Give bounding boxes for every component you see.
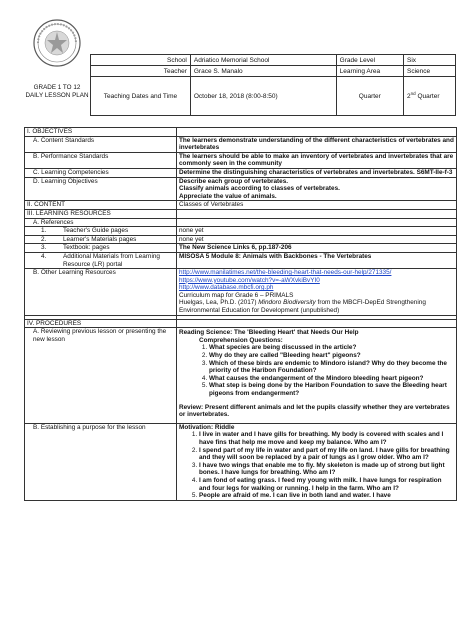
review-cell [177, 328, 457, 424]
teacher-label: Teacher [91, 66, 191, 77]
question-text: Which of these birds are endemic to Mindoro island? Why do they become the priority of the Haribon Foundation? [209, 359, 447, 375]
procedures-heading: IV. PROCEDURES [25, 319, 177, 328]
objective-line: Describe each group of vertebrates. [179, 177, 289, 185]
objectives-heading-blank [177, 128, 457, 137]
reading-title: Reading Science: The 'Bleeding Heart' that Needs Our Help [179, 329, 359, 337]
additional-materials-number: 4. [41, 252, 47, 260]
riddle-text: I live in water and I have gills for breathing. My body is covered with scales and I have fins that help me move and keep my balance. Who am I? [199, 431, 444, 446]
additional-materials-value: MISOSA 5 Module 8: Animals with Backbones - The Vertebrates [179, 252, 372, 260]
motivation-heading: Motivation: Riddle [179, 423, 235, 431]
riddle-item [199, 477, 454, 492]
dates-value: October 18, 2018 (8:00-8:50) [190, 77, 336, 116]
riddle-text: I am fond of eating grass. I feed my young with milk. I have lungs for respiration and four legs for walking or running. I help in the farm. Who am I? [199, 476, 442, 492]
review-instruction: Review: Present different animals and let the pupils classify whether they are vertebrates or invertebrates. [179, 403, 450, 419]
additional-materials-text: Additional Materials from Learning Resource (LR) portal [63, 252, 160, 268]
riddle-list [179, 431, 454, 499]
grade-level-value: Six [404, 55, 456, 66]
textbook-text: Textbook: pages [63, 244, 110, 252]
quarter-value [404, 77, 456, 116]
teachers-guide-text: Teacher's Guide pages [63, 227, 129, 235]
learning-area-label: Learning Area [336, 66, 403, 77]
learners-materials-value: none yet [177, 235, 457, 244]
quarter-label: Quarter [336, 77, 403, 116]
review-gap-bottom [179, 419, 454, 423]
review-label: A. Reviewing previous lesson or presenting the new lesson [25, 328, 177, 424]
learning-objectives-cell [177, 177, 457, 201]
question-text: Why do they are called "Bleeding heart" pigeons? [209, 352, 361, 360]
question-text: What step is being done by the Haribon Foundation to save the Bleeding heart pigeons from endangerment? [209, 382, 447, 397]
content-standards-value: The learners demonstrate understanding of the different characteristics of vertebrates and invertebrates [179, 136, 454, 152]
teachers-guide-value: none yet [177, 227, 457, 236]
citation-author: Huelgas, Lea, Ph.D. (2017) [179, 299, 259, 307]
question-text: What causes the endangerment of the Mindoro bleeding heart pigeon? [209, 374, 424, 382]
textbook-cell [177, 244, 457, 253]
header-table [90, 54, 456, 116]
teachers-guide-number: 1. [41, 227, 47, 235]
dates-label: Teaching Dates and Time [91, 77, 191, 116]
citation-source: from the MBCFI-DepEd Strengthening Environmental Education for Development (unpublished) [179, 299, 426, 315]
learners-materials-number: 2. [41, 235, 47, 243]
resource-link[interactable]: https://www.youtube.com/watch?v=-aWXvkiBvYI0 [179, 276, 320, 284]
riddle-text: People are afraid of me. I can live in both land and water. I have [199, 492, 391, 500]
objectives-heading: I. OBJECTIVES [25, 128, 177, 137]
objective-line: Appreciate the value of animals. [179, 192, 277, 200]
purpose-label: B. Establishing a purpose for the lesson [25, 423, 177, 500]
question-item [209, 344, 454, 352]
content-value: Classes of Vertebrates [177, 201, 457, 210]
grade-level-label: Grade Level [336, 55, 403, 66]
resource-link[interactable]: http://www.database.mbcfi.org.ph [179, 284, 274, 292]
purpose-cell [177, 423, 457, 500]
additional-materials-cell [177, 252, 457, 268]
question-text: What species are being discussed in the article? [209, 344, 357, 352]
content-standards-cell [177, 136, 457, 152]
deped-seal-icon [32, 18, 82, 68]
learners-materials-label [25, 235, 177, 244]
other-resources-cell [177, 269, 457, 316]
performance-standards-label: B. Performance Standards [25, 152, 177, 168]
other-resources-label: B. Other Learning Resources [25, 269, 177, 316]
riddle-item [199, 462, 454, 477]
references-blank [177, 218, 457, 227]
quarter-suffix: nd [410, 91, 416, 97]
references-label: A. References [25, 218, 177, 227]
learning-resources-heading-blank [177, 209, 457, 218]
textbook-label [25, 244, 177, 253]
teachers-guide-label [25, 227, 177, 236]
performance-standards-value: The learners should be able to make an inventory of vertebrates and invertebrates that are commonly seen in the community [179, 152, 454, 168]
school-value: Adriatico Memorial School [190, 55, 336, 66]
learning-resources-heading: III. LEARNING RESOURCES [25, 209, 177, 218]
objective-line: Classify animals according to classes of vertebrates. [179, 185, 340, 193]
logo-cell [24, 54, 90, 124]
learning-competencies-cell [177, 168, 457, 177]
content-heading: II. CONTENT [25, 201, 177, 210]
learners-materials-text: Learner's Materials pages [63, 235, 137, 243]
learning-area-value: Science [404, 66, 456, 77]
question-item [209, 352, 454, 360]
riddle-text: I have two wings that enable me to fly. My skeleton is made up of strong but light bones. I have lungs for breathing. Who am I? [199, 461, 445, 477]
curriculum-map: Curriculum map for Grade 6 – PRIMALS [179, 291, 294, 299]
teacher-value: Grace S. Manalo [190, 66, 336, 77]
riddle-item [199, 447, 454, 462]
performance-standards-cell [177, 152, 457, 168]
riddle-text: I spend part of my life in water and part of my life on land. I have gills for breathing and they will soon be replaced by a pair of lungs as I grow older. Who am I? [199, 446, 450, 462]
learning-competencies-value: Determine the distinguishing characteristics of vertebrates and invertebrates. S6MT-IIe-f-3 [179, 168, 453, 176]
comprehension-heading: Comprehension Questions: [199, 336, 283, 344]
resource-link[interactable]: http://www.manilatimes.net/the-bleeding-heart-that-needs-our-help/271335/ [179, 269, 392, 277]
content-standards-label: A. Content Standards [25, 136, 177, 152]
learning-objectives-label: D. Learning Objectives [25, 177, 177, 201]
citation-title: Mindoro Biodiversity [258, 299, 316, 307]
lesson-table [24, 127, 457, 501]
textbook-number: 3. [41, 244, 47, 252]
procedures-heading-blank [177, 319, 457, 328]
question-item [209, 360, 454, 375]
quarter-number: 2 [407, 93, 411, 101]
citation [179, 299, 454, 314]
riddle-item [199, 492, 454, 500]
additional-materials-label [25, 252, 177, 268]
textbook-value: The New Science Links 6, pp.187-206 [179, 244, 292, 252]
grade-lesson-plan-title: GRADE 1 TO 12 DAILY LESSON PLAN [25, 84, 89, 99]
quarter-word: Quarter [417, 93, 440, 101]
learning-competencies-label: C. Learning Competencies [25, 168, 177, 177]
school-label: School [91, 55, 191, 66]
question-item [209, 375, 454, 383]
comprehension-questions [179, 344, 454, 397]
question-item [209, 382, 454, 397]
riddle-item [199, 431, 454, 446]
